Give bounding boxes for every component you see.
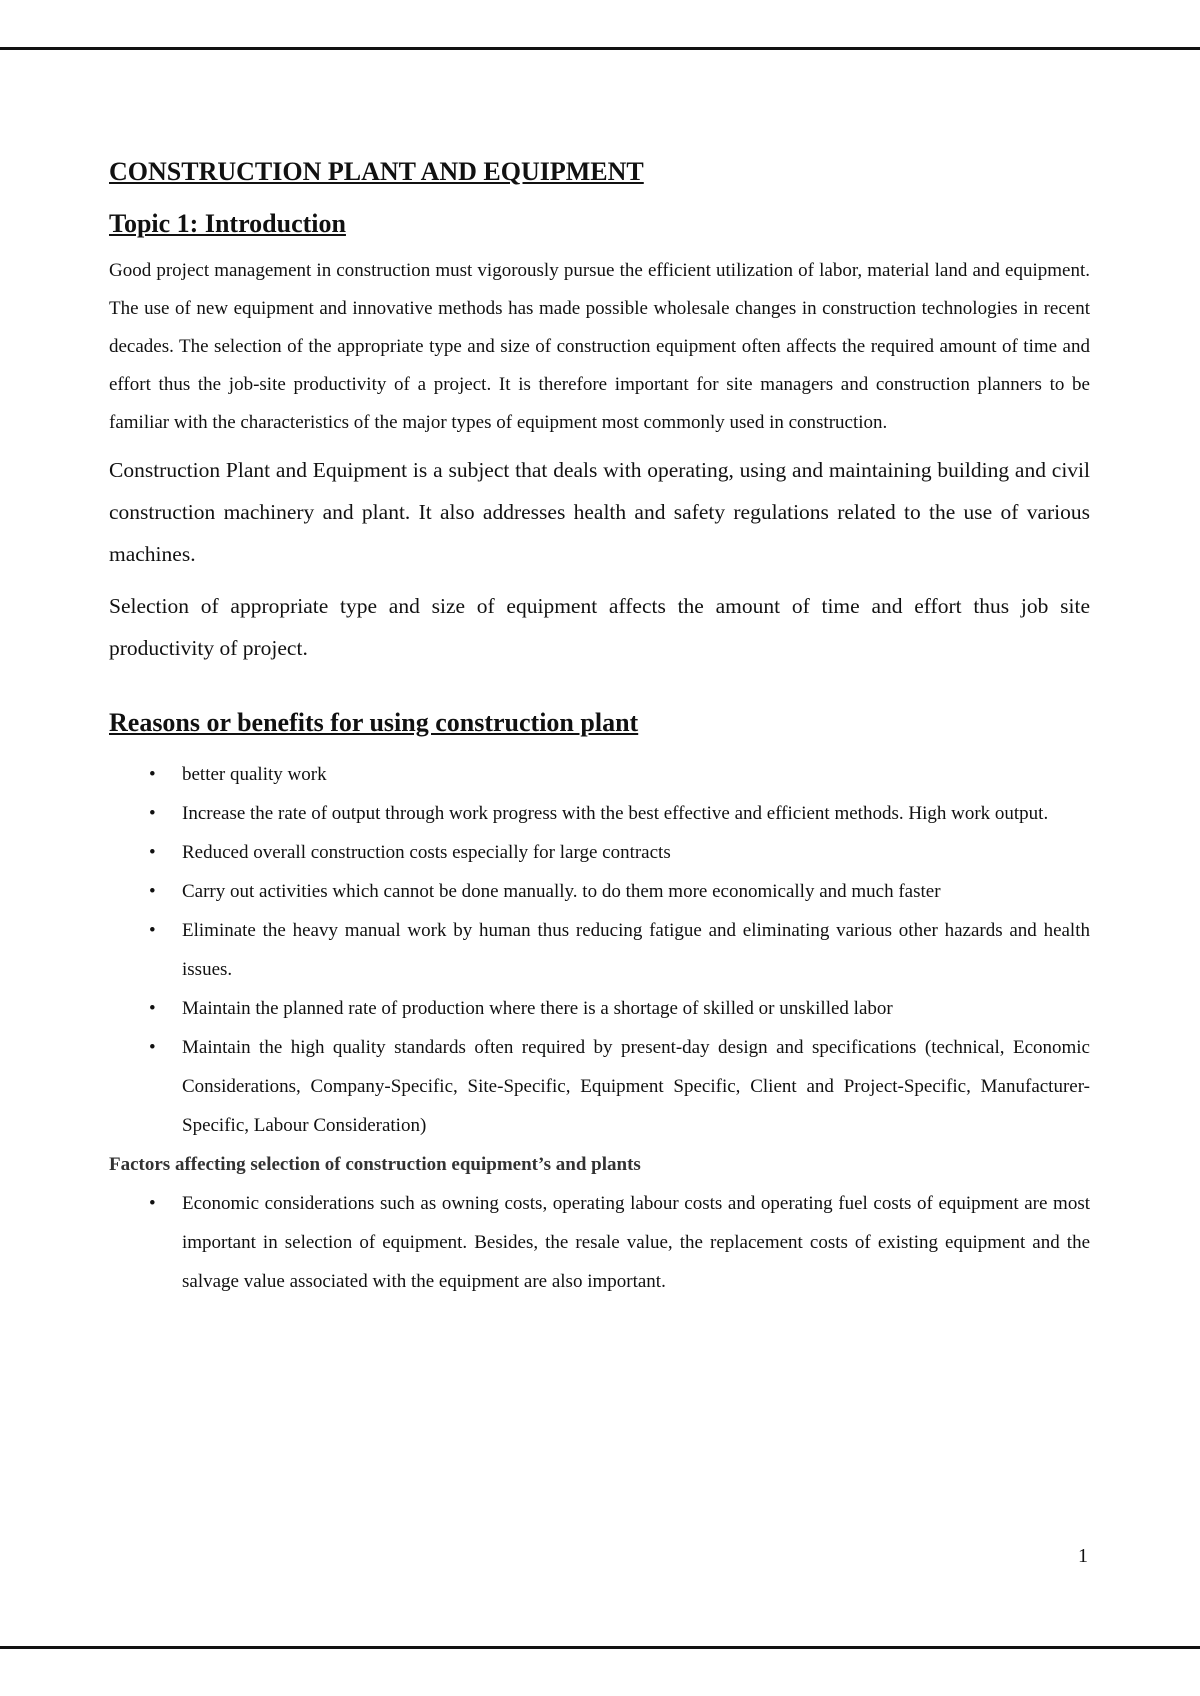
- bullet-icon: •: [149, 997, 156, 1019]
- intro-paragraph: Good project management in construction must vigorously pursue the efficient utilization of labor, material land and equipment. The use of new equipment and innovative methods has made possible wholesale changes in construction technologies in recent decades. The selection of the appropriate type and size of construction equipment often affects the required amount of time and effort thus the job-site productivity of a project. It is therefore important for site managers and construction planners to be familiar with the characteristics of the major types of equipment most commonly used in construction.: [109, 260, 1090, 433]
- list-item: [109, 833, 1090, 872]
- topic-heading: Topic 1: Introduction: [109, 209, 346, 238]
- subject-paragraph: Construction Plant and Equipment is a subject that deals with operating, using and maintaining building and civil construction machinery and plant. It also addresses health and safety regulations related to the use of various machines.: [109, 457, 1090, 566]
- bullet-icon: •: [149, 841, 156, 863]
- list-item-text: Increase the rate of output through work progress with the best effective and efficient methods. High work output.: [182, 802, 1049, 824]
- page-content: [109, 152, 1090, 1301]
- list-item: [109, 911, 1090, 989]
- list-item-text: Economic considerations such as owning costs, operating labour costs and operating fuel costs of equipment are most important in selection of equipment. Besides, the resale value, the replacement costs of existing equipment and the salvage value associated with the equipment are also important.: [182, 1192, 1090, 1292]
- list-item: [109, 755, 1090, 794]
- list-item-text: better quality work: [182, 763, 327, 785]
- list-item: [109, 1184, 1090, 1301]
- list-item-text: Maintain the high quality standards often required by present-day design and specifications (technical, Economic Considerations, Company-Specific, Site-Specific, Equipment Specific, Client and Project-Specific, Manufacturer-Specific, Labour Consideration): [182, 1036, 1090, 1136]
- factors-list: [109, 1184, 1090, 1301]
- list-item-text: Eliminate the heavy manual work by human thus reducing fatigue and eliminating various other hazards and health issues.: [182, 919, 1090, 980]
- bullet-icon: •: [149, 1192, 156, 1214]
- top-rule: [0, 47, 1200, 50]
- selection-paragraph: Selection of appropriate type and size of equipment affects the amount of time and effort thus job site productivity of project.: [109, 593, 1090, 660]
- list-item-text: Reduced overall construction costs especially for large contracts: [182, 841, 671, 863]
- bullet-icon: •: [149, 1036, 156, 1058]
- document-title: CONSTRUCTION PLANT AND EQUIPMENT: [109, 157, 644, 186]
- bullet-icon: •: [149, 880, 156, 902]
- list-item: [109, 1028, 1090, 1145]
- bullet-icon: •: [149, 802, 156, 824]
- bullet-icon: •: [149, 763, 156, 785]
- list-item: [109, 872, 1090, 911]
- bullet-icon: •: [149, 919, 156, 941]
- list-item-text: Carry out activities which cannot be done manually. to do them more economically and much faster: [182, 880, 941, 902]
- list-item: [109, 794, 1090, 833]
- list-item: [109, 989, 1090, 1028]
- bottom-rule: [0, 1646, 1200, 1649]
- reasons-list: [109, 755, 1090, 1145]
- page-number: 1: [1078, 1545, 1088, 1567]
- factors-heading: Factors affecting selection of construction equipment’s and plants: [109, 1153, 641, 1175]
- list-item-text: Maintain the planned rate of production where there is a shortage of skilled or unskilled labor: [182, 997, 893, 1019]
- reasons-heading: Reasons or benefits for using construction plant: [109, 707, 639, 737]
